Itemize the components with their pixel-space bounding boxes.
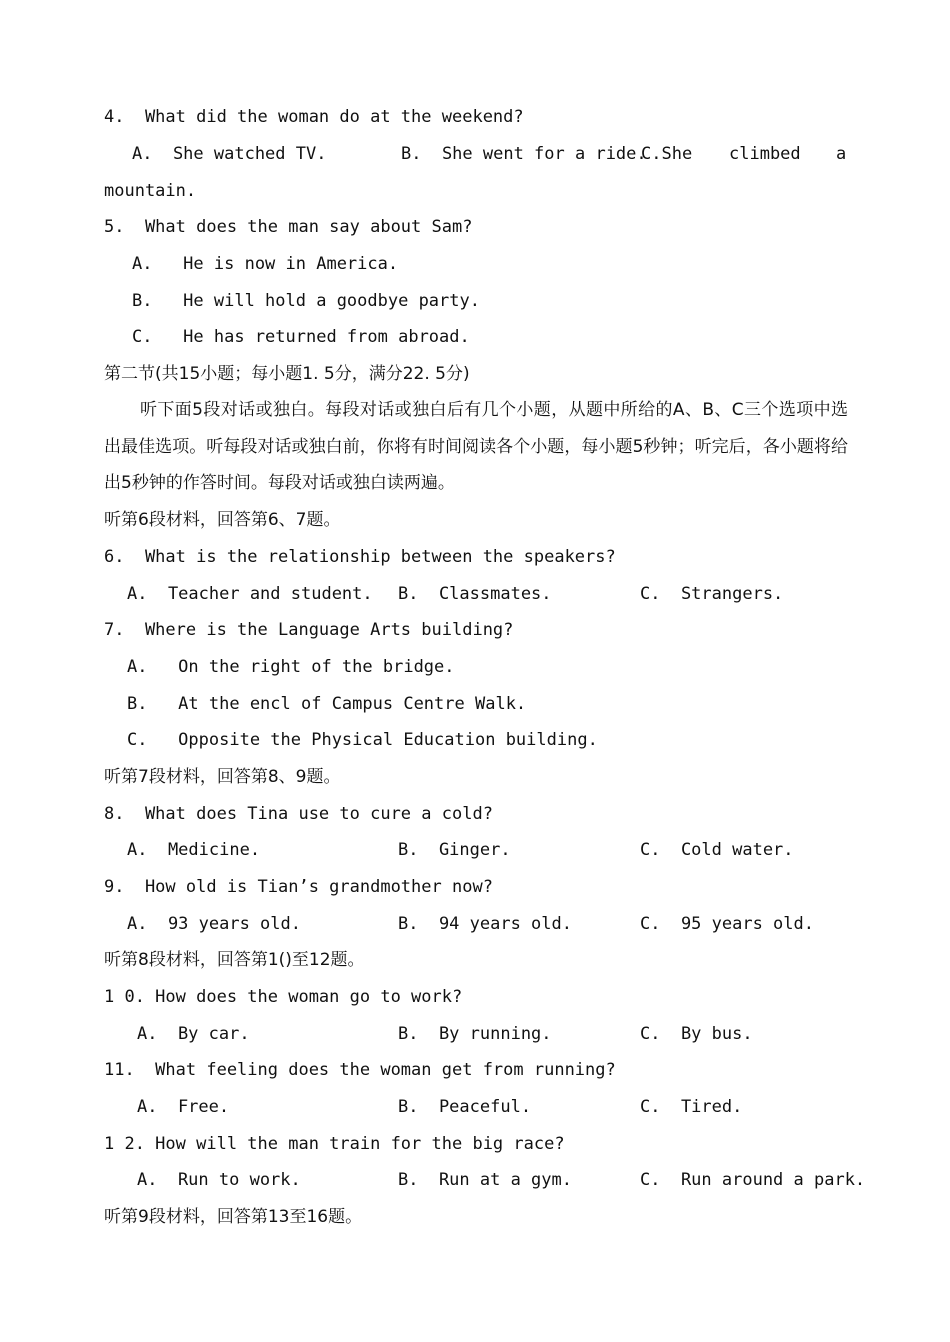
q7-option-c: C. Opposite the Physical Education building.: [127, 730, 598, 750]
question-7: 7. Where is the Language Arts building?: [104, 620, 514, 640]
q7-option-b: B. At the encl of Campus Centre Walk.: [127, 694, 527, 714]
q8-option-a: A. Medicine.: [127, 840, 261, 860]
question-5: 5. What does the man say about Sam?: [104, 217, 473, 237]
material-9-heading: 听第9段材料，回答第13至16题。: [104, 1207, 363, 1227]
q8-option-b: B. Ginger.: [398, 840, 511, 860]
q4-option-b: B. She went for a ride.: [401, 144, 647, 164]
q7-option-a: A. On the right of the bridge.: [127, 657, 455, 677]
q4-option-a: A. She watched TV.: [132, 144, 327, 164]
q8-option-c: C. Cold water.: [640, 840, 794, 860]
q6-option-a: A. Teacher and student.: [127, 584, 373, 604]
material-8-heading: 听第8段材料，回答第1()至12题。: [104, 950, 365, 970]
q4-option-c-part1: C.She: [641, 144, 693, 164]
section-instructions: 听下面5段对话或独白。每段对话或独白后有几个小题，从题中所给的A、B、C三个选项中选出最佳选项。听每段对话或独白前，你将有时间阅读各个小题，每小题5秒钟；听完后，各小题将给出5秒钟的作答时间。每段对话或独白读两遍。: [104, 400, 848, 494]
q4-option-c-wrap: mountain.: [104, 181, 197, 201]
q9-option-c: C. 95 years old.: [640, 914, 814, 934]
q10-option-b: B. By running.: [398, 1024, 552, 1044]
q6-option-c: C. Strangers.: [640, 584, 784, 604]
q5-option-b: B. He will hold a goodbye party.: [132, 291, 480, 311]
q5-option-a: A. He is now in America.: [132, 254, 399, 274]
q11-option-b: B. Peaceful.: [398, 1097, 532, 1117]
q9-option-a: A. 93 years old.: [127, 914, 301, 934]
question-11: 11. What feeling does the woman get from running?: [104, 1060, 616, 1080]
q10-option-c: C. By bus.: [640, 1024, 753, 1044]
question-9: 9. How old is Tian’s grandmother now?: [104, 877, 493, 897]
q4-option-c-part3: a: [836, 144, 847, 164]
q12-option-b: B. Run at a gym.: [398, 1170, 572, 1190]
question-4: 4. What did the woman do at the weekend?: [104, 107, 524, 127]
material-7-heading: 听第7段材料，回答第8、9题。: [104, 767, 341, 787]
question-12: 1 2. How will the man train for the big race?: [104, 1134, 565, 1154]
q9-option-b: B. 94 years old.: [398, 914, 572, 934]
material-6-heading: 听第6段材料，回答第6、7题。: [104, 510, 341, 530]
q5-option-c: C. He has returned from abroad.: [132, 327, 470, 347]
q12-option-c: C. Run around a park.: [640, 1170, 866, 1190]
section-heading: 第二节(共15小题；每小题1. 5分，满分22. 5分): [104, 364, 470, 384]
question-6: 6. What is the relationship between the speakers?: [104, 547, 616, 567]
q4-option-c-part2: climbed: [729, 144, 801, 164]
q11-option-c: C. Tired.: [640, 1097, 743, 1117]
q10-option-a: A. By car.: [137, 1024, 250, 1044]
question-8: 8. What does Tina use to cure a cold?: [104, 804, 493, 824]
q12-option-a: A. Run to work.: [137, 1170, 301, 1190]
q11-option-a: A. Free.: [137, 1097, 230, 1117]
question-10: 1 0. How does the woman go to work?: [104, 987, 463, 1007]
q6-option-b: B. Classmates.: [398, 584, 552, 604]
